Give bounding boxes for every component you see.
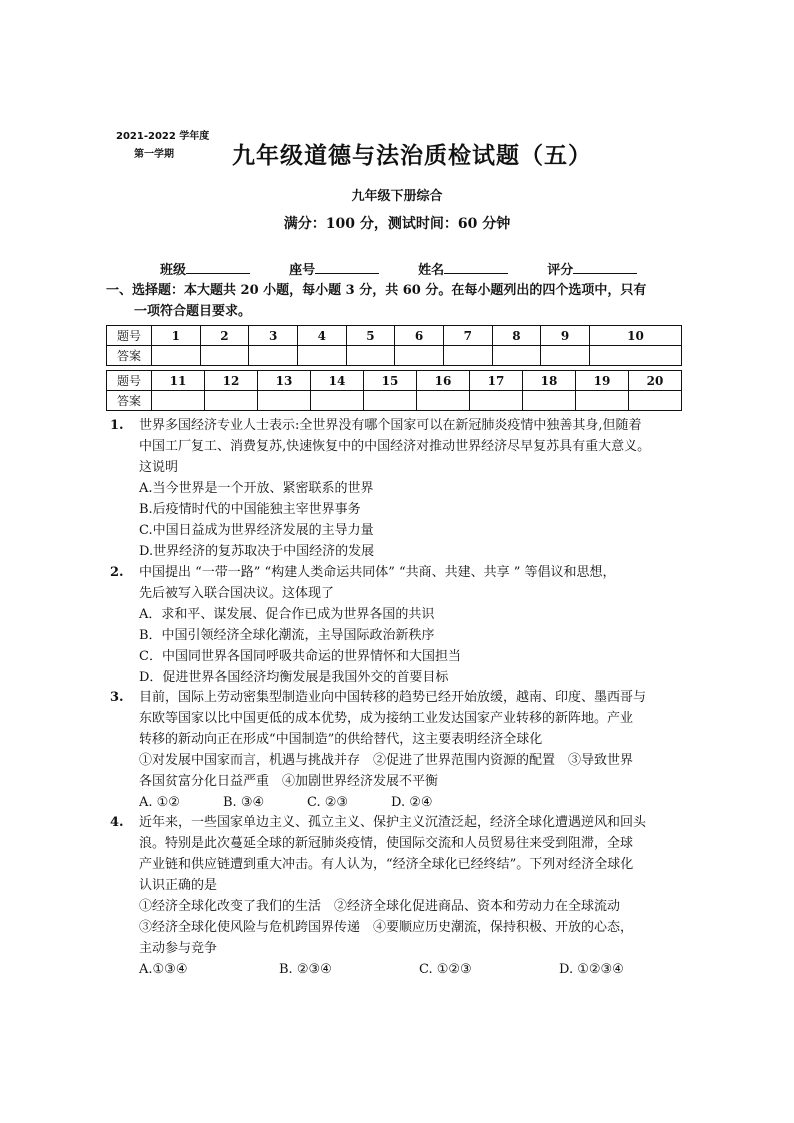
answer-cell[interactable] — [589, 346, 681, 366]
question-number: 15 — [364, 371, 417, 391]
answer-cell[interactable] — [297, 346, 346, 366]
answer-cell[interactable] — [200, 346, 249, 366]
answer-cell[interactable] — [364, 391, 417, 411]
question-number: 18 — [523, 371, 576, 391]
question-number: 1. — [110, 418, 124, 433]
grade-field-label: 评分 — [547, 263, 574, 278]
question-number: 11 — [152, 371, 205, 391]
choice-row — [139, 959, 690, 980]
table-row — [107, 371, 682, 391]
question-number: 7 — [443, 326, 492, 346]
option: D．促进世界各国经济均衡发展是我国外交的首要目标 — [139, 670, 449, 685]
section-line-1: 一、选择题：本大题共 20 小题，每小题 3 分，共 60 分。在每小题列出的四个选项中，只有 — [106, 283, 647, 298]
question-number: 13 — [258, 371, 311, 391]
question-number: 2. — [110, 565, 124, 580]
choice: B. ②③④ — [279, 962, 332, 977]
option: B.后疫情时代的中国能独主宰世界事务 — [139, 502, 361, 517]
question-stem-line: ③经济全球化使风险与危机跨国界传递 ④要顺应历史潮流，保持积极、开放的心态， — [139, 920, 634, 935]
choice: D. ②④ — [391, 795, 433, 810]
subtitle: 九年级下册综合 — [351, 189, 443, 204]
section-line-2: 一项符合题目要求。 — [134, 304, 252, 319]
question-number: 3 — [249, 326, 298, 346]
answer-cell[interactable] — [311, 391, 364, 411]
seat-field-label: 座号 — [289, 263, 316, 278]
answer-cell[interactable] — [249, 346, 298, 366]
student-info-fields — [160, 259, 637, 278]
section-instructions — [106, 280, 696, 322]
name-field-line — [444, 261, 508, 274]
question-number: 14 — [311, 371, 364, 391]
question-number: 8 — [492, 326, 541, 346]
question-stem-line: 先后被写入联合国决议。这体现了 — [139, 586, 335, 601]
answer-cell[interactable] — [576, 391, 629, 411]
question-number: 12 — [205, 371, 258, 391]
page-title: 九年级道德与法治质检试题（五） — [232, 142, 592, 169]
question-stem-line: 主动参与竞争 — [139, 941, 218, 956]
question-number: 5 — [346, 326, 395, 346]
answer-cell[interactable] — [443, 346, 492, 366]
question-stem-line: 转移的新动向正在形成“中国制造”的供给替代，这主要表明经济全球化 — [139, 732, 543, 747]
answer-cell[interactable] — [152, 346, 201, 366]
answer-label: 答案 — [107, 346, 152, 366]
option: A．求和平、谋发展、促合作已成为世界各国的共识 — [139, 607, 435, 622]
answer-cell[interactable] — [541, 346, 590, 366]
term: 第一学期 — [134, 149, 174, 160]
choice: A. ①② — [139, 795, 180, 810]
question-stem-line: 目前，国际上劳动密集型制造业向中国转移的趋势已经开始放缓，越南、印度、墨西哥与 — [139, 690, 647, 705]
question-stem-line: 认识正确的是 — [139, 878, 218, 893]
answer-cell[interactable] — [258, 391, 311, 411]
answer-cell[interactable] — [523, 391, 576, 411]
answer-table-1 — [106, 325, 682, 366]
choice: C. ②③ — [307, 795, 349, 810]
question-stem-line: 近年来，一些国家单边主义、孤立主义、保护主义沉渣泛起，经济全球化遭遇逆风和回头 — [139, 815, 647, 830]
table-row — [107, 346, 682, 366]
question-stem-line: 世界多国经济专业人士表示:全世界没有哪个国家可以在新冠肺炎疫情中独善其身,但随着 — [139, 418, 642, 433]
name-field-label: 姓名 — [418, 263, 445, 278]
question-stem-line: 产业链和供应链遭到重大冲击。有人认为，“经济全球化已经终结”。下列对经济全球化 — [139, 857, 634, 872]
question-number: 3. — [110, 690, 124, 705]
score-info: 满分：100 分，测试时间：60 分钟 — [283, 216, 511, 232]
question-number: 19 — [576, 371, 629, 391]
question-number: 9 — [541, 326, 590, 346]
option: B．中国引领经济全球化潮流，主导国际政治新秩序 — [139, 628, 435, 643]
question-3 — [110, 687, 690, 813]
question-number-label: 题号 — [107, 371, 152, 391]
question-stem-line: ①对发展中国家而言，机遇与挑战并存 ②促进了世界范围内资源的配置 ③导致世界 — [139, 753, 634, 768]
answer-table-2 — [106, 370, 682, 411]
school-year: 2021-2022 学年度 — [116, 131, 210, 142]
question-stem-line: 浪。特别是此次蔓延全球的新冠肺炎疫情，使国际交流和人员贸易往来受到阻滞，全球 — [139, 836, 634, 851]
question-number: 20 — [629, 371, 682, 391]
question-stem-line: 中国提出 “一带一路” “构建人类命运共同体” “共商、共建、共享 ” 等倡议和思想， — [139, 565, 616, 580]
question-number: 17 — [470, 371, 523, 391]
question-number: 4 — [297, 326, 346, 346]
choice: B. ③④ — [223, 795, 265, 810]
question-stem-line: 中国工厂复工、消费复苏,快速恢复中的中国经济对推动世界经济尽早复苏具有重大意义。 — [139, 439, 651, 454]
option: D.世界经济的复苏取决于中国经济的发展 — [139, 544, 375, 559]
question-number: 2 — [200, 326, 249, 346]
choice: A.①③④ — [139, 962, 188, 977]
answer-cell[interactable] — [470, 391, 523, 411]
answer-cell[interactable] — [629, 391, 682, 411]
class-field-label: 班级 — [160, 263, 187, 278]
question-4 — [110, 812, 690, 980]
choice-row — [139, 792, 690, 813]
answer-cell[interactable] — [395, 346, 444, 366]
question-stem-line: 东欧等国家以比中国更低的成本优势，成为接纳工业发达国家产业转移的新阵地。产业 — [139, 711, 634, 726]
class-field-line — [186, 261, 250, 274]
question-stem-line: 这说明 — [139, 460, 179, 475]
choice: D. ①②③④ — [559, 962, 624, 977]
question-1 — [110, 415, 690, 562]
question-number: 1 — [152, 326, 201, 346]
seat-field-line — [315, 261, 379, 274]
grade-field-line — [573, 261, 637, 274]
option: A.当今世界是一个开放、紧密联系的世界 — [139, 481, 374, 496]
question-number: 10 — [589, 326, 681, 346]
question-number-label: 题号 — [107, 326, 152, 346]
option: C.中国日益成为世界经济发展的主导力量 — [139, 523, 374, 538]
table-row — [107, 326, 682, 346]
answer-label: 答案 — [107, 391, 152, 411]
table-row — [107, 391, 682, 411]
question-stem-line: ①经济全球化改变了我们的生活 ②经济全球化促进商品、资本和劳动力在全球流动 — [139, 899, 621, 914]
answer-cell[interactable] — [152, 391, 205, 411]
question-stem-line: 各国贫富分化日益严重 ④加剧世界经济发展不平衡 — [139, 774, 439, 789]
question-number: 6 — [395, 326, 444, 346]
answer-cell[interactable] — [205, 391, 258, 411]
answer-cell[interactable] — [492, 346, 541, 366]
question-number: 4. — [110, 815, 124, 830]
choice: C. ①②③ — [419, 962, 472, 977]
option: C．中国同世界各国同呼吸共命运的世界情怀和大国担当 — [139, 649, 461, 664]
answer-cell[interactable] — [346, 346, 395, 366]
question-2 — [110, 562, 690, 688]
question-number: 16 — [417, 371, 470, 391]
answer-cell[interactable] — [417, 391, 470, 411]
